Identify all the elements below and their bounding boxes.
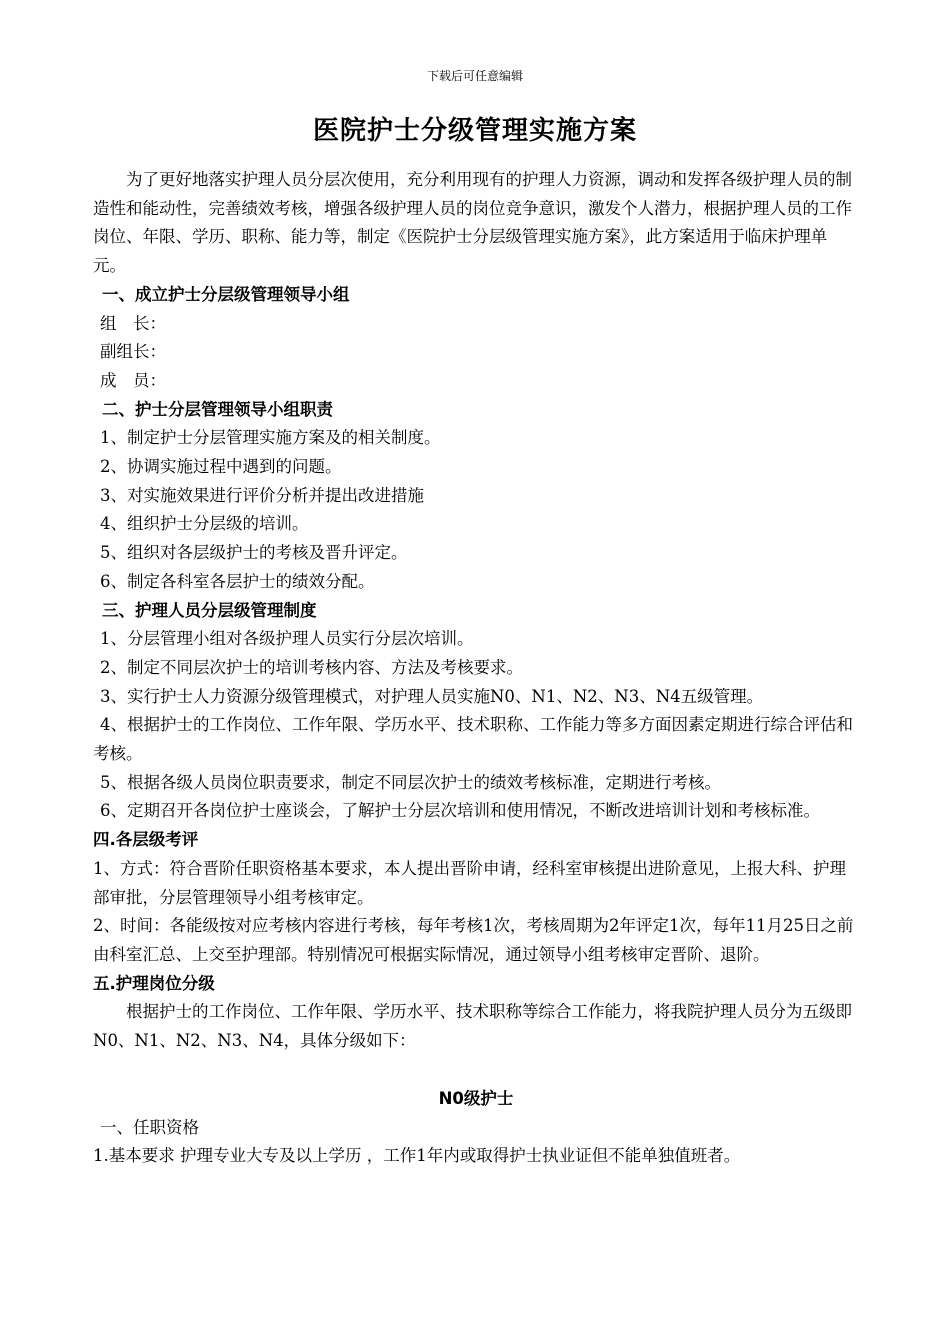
list-item: 6、制定各科室各层护士的绩效分配。	[100, 571, 375, 591]
list-item: 4、组织护士分层级的培训。	[100, 514, 309, 534]
document-title: 医院护士分级管理实施方案	[312, 116, 637, 146]
section-5-heading: 五.护理岗位分级	[93, 973, 215, 993]
section-1-heading: 一、成立护士分层级管理领导小组	[102, 284, 350, 304]
section-5-paragraph: 根据护士的工作岗位、工作年限、学历水平、技术职称等综合工作能力，将我院护理人员分为五级即N0、N1、N2、N3、N4，具体分级如下：	[93, 1002, 852, 1051]
list-item: 2、协调实施过程中遇到的问题。	[100, 457, 342, 477]
document-body	[93, 166, 859, 1171]
list-item: 3、实行护士人力资源分级管理模式，对护理人员实施N0、N1、N2、N3、N4五级管理。	[100, 686, 764, 706]
section-4-heading: 四.各层级考评	[93, 830, 199, 850]
list-item: 2、制定不同层次护士的培训考核内容、方法及考核要求。	[100, 657, 523, 677]
group-leader-line: 组 长：	[100, 313, 166, 333]
section-3-heading: 三、护理人员分层级管理制度	[102, 600, 317, 620]
list-item: 1、制定护士分层管理实施方案及的相关制度。	[100, 428, 441, 448]
deputy-leader-line: 副组长：	[100, 342, 166, 362]
list-item: 1、分层管理小组对各级护理人员实行分层次培训。	[100, 629, 474, 649]
n0-requirement-item: 1.基本要求 护理专业大专及以上学历 ，工作1年内或取得护士执业证但不能单独值班者。	[93, 1146, 741, 1166]
n0-sub-heading: 一、任职资格	[100, 1117, 199, 1137]
n0-heading: N0级护士	[438, 1088, 514, 1108]
list-item: 5、根据各级人员岗位职责要求，制定不同层次护士的绩效考核标准，定期进行考核。	[100, 772, 721, 792]
list-item: 6、定期召开各岗位护士座谈会，了解护士分层次培训和使用情况，不断改进培训计划和考核标准。	[100, 801, 820, 821]
list-item: 1、方式：符合晋阶任职资格基本要求，本人提出晋阶申请，经科室审核提出进阶意见，上报大科、护理部审批，分层管理领导小组考核审定。	[93, 858, 846, 907]
section-2-heading: 二、护士分层管理领导小组职责	[102, 399, 333, 419]
spacer	[93, 1056, 859, 1085]
list-item: 3、对实施效果进行评价分析并提出改进措施	[100, 485, 424, 505]
list-item: 2、时间：各能级按对应考核内容进行考核，每年考核1次，考核周期为2年评定1次，每年11月25日之前由科室汇总、上交至护理部。特别情况可根据实际情况，通过领导小组考核审定晋阶、退阶。	[93, 916, 854, 964]
list-item: 4、根据护士的工作岗位、工作年限、学历水平、技术职称、工作能力等多方面因素定期进行综合评估和考核。	[93, 715, 853, 764]
members-line: 成 员：	[100, 370, 166, 390]
header-note: 下载后可任意编辑	[426, 69, 523, 83]
intro-paragraph: 为了更好地落实护理人员分层次使用，充分利用现有的护理人力资源，调动和发挥各级护理人员的制造性和能动性，完善绩效考核，增强各级护理人员的岗位竞争意识，激发个人潜力，根据护理人员的工作岗位、年限、学历、职称、能力等，制定《医院护士分层级管理实施方案》，此方案适用于临床护理单元。	[93, 170, 852, 276]
list-item: 5、组织对各层级护士的考核及晋升评定。	[100, 543, 408, 563]
